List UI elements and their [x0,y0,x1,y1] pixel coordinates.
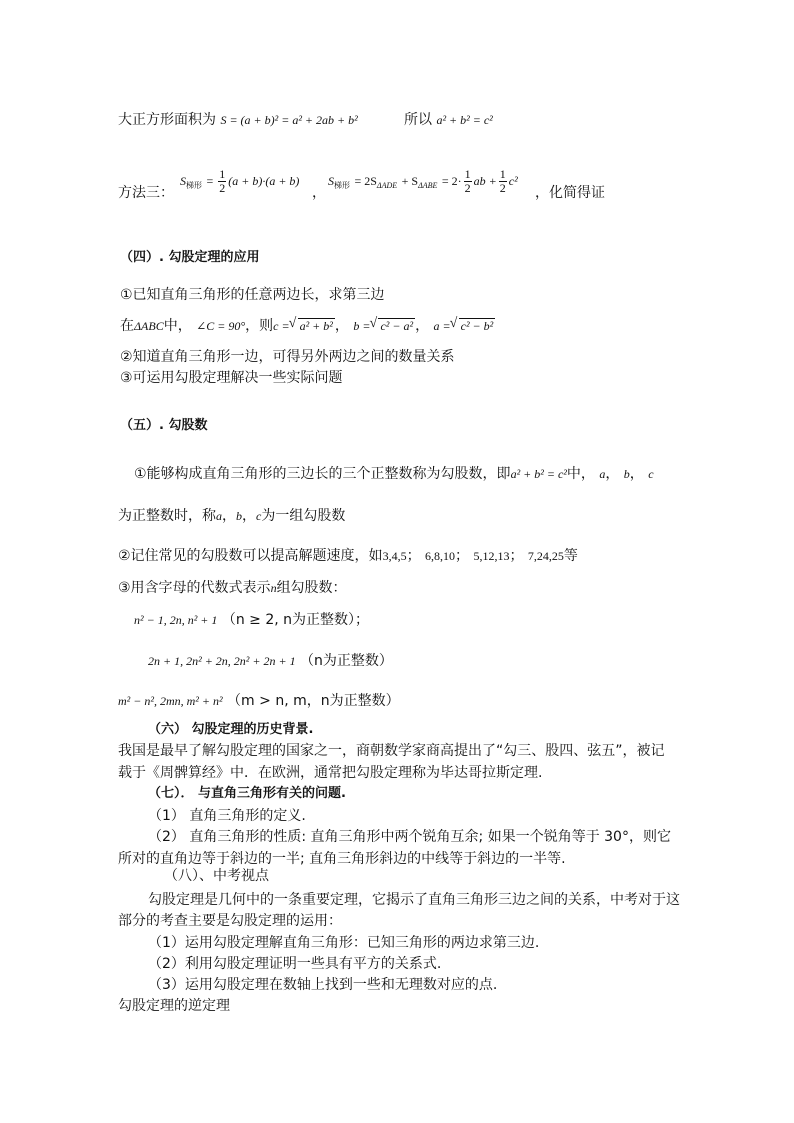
sec4-item1: ①已知直角三角形的任意两边长，求第三边 [120,287,385,303]
sec5-p2: 为正整数时，称a，b，c为一组勾股数 [118,508,346,524]
sqrt-b: √ c² − a² [370,319,415,333]
sec6-p2: 载于《周髀算经》中．在欧洲，通常把勾股定理称为毕达哥拉斯定理. [118,765,543,781]
sec6-heading: （六） 勾股定理的历史背景. [148,722,314,737]
sec8-p1: 勾股定理是几何中的一条重要定理，它揭示了直角三角形三边之间的关系，中考对于这 [148,892,680,908]
method3-tail: ，化简得证 [535,185,605,201]
sec6-p1: 我国是最早了解勾股定理的国家之一，商朝数学家商高提出了“勾三、股四、弦五”，被记 [118,743,665,759]
sec5-f3: m² − n², 2mn, m² + n² （m > n, m，n为正整数） [118,693,400,709]
method3-comma: ， [312,185,326,201]
sec8-last: 勾股定理的逆定理 [118,998,230,1014]
area-line [118,112,358,129]
area-so: 所以 [404,112,432,128]
sec8-i2: （2）利用勾股定理证明一些具有平方的关系式. [148,956,442,972]
sec5-p1: ①能够构成直角三角形的三边长的三个正整数称为勾股数，即a² + b² = c²中， a， b， c [134,466,654,482]
sec8-i1: （1）运用勾股定理解直角三角形：已知三角形的两边求第三边. [148,935,540,951]
method3-formula1: $S_{梯形}$ = $\frac{1}{2}$ (a + b)·(a + b) [180,167,300,195]
sec7-i2b: 所对的直角边等于斜边的一半; 直角三角形斜边的中线等于斜边的一半等. [118,851,566,867]
sec8-p2: 部分的考查主要是勾股定理的运用： [118,913,342,929]
sec5-f1: n² − 1, 2n, n² + 1 （n ≥ 2, n为正整数）； [134,612,370,628]
area-result: a² + b² = c² [436,113,493,127]
sec5-p4: ③用含字母的代数式表示n组勾股数： [118,580,347,596]
area-formula: S = (a + b)² = a² + 2ab + b² [220,113,358,127]
sec5-heading: （五）. 勾股数 [120,418,208,433]
method3-label: 方法三： [118,185,174,201]
sec4-item2: ②知道直角三角形一边，可得另外两边之间的数量关系 [120,349,455,365]
fraction-half: $\frac{1}{2}$ [219,167,226,195]
sec5-f2: 2n + 1, 2n² + 2n, 2n² + 2n + 1 （n为正整数） [148,653,393,669]
sec7-heading: （七）． 与直角三角形有关的问题. [148,786,346,801]
sec7-i2: （2） 直角三角形的性质: 直角三角形中两个锐角互余; 如果一个锐角等于 30°，则它 [148,829,671,845]
sqrt-a: √ c² − b² [451,319,496,333]
area-label: 大正方形面积为 [118,112,216,128]
sec5-p3: ②记住常见的勾股数可以提高解题速度，如3,4,5； 6,8,10； 5,12,13； 7,24,25等 [118,548,578,564]
sec4-item1b: 在ΔABC中， ∠C = 90°，则c =√ a² + b² ， b =√ c² − a² ， a =√ c² − b² [120,318,495,335]
sec8-i3: （3）运用勾股定理在数轴上找到一些和无理数对应的点. [148,977,498,993]
sqrt-c: √ a² + b² [290,319,335,333]
method3-formula2: $S_{梯形} = 2S_{\Delta ADE} + S_{\Delta ABE} = 2\cdot$ $\frac{1}{2}$ ab + $\frac{1}{2}$ c² [328,167,518,195]
sec4-heading: （四）. 勾股定理的应用 [120,250,260,265]
sec8-heading: （八）、中考视点 [164,868,269,884]
area-result-line [404,112,493,129]
sec7-i1: （1） 直角三角形的定义. [148,808,306,824]
sec4-item3: ③可运用勾股定理解决一些实际问题 [120,370,343,386]
